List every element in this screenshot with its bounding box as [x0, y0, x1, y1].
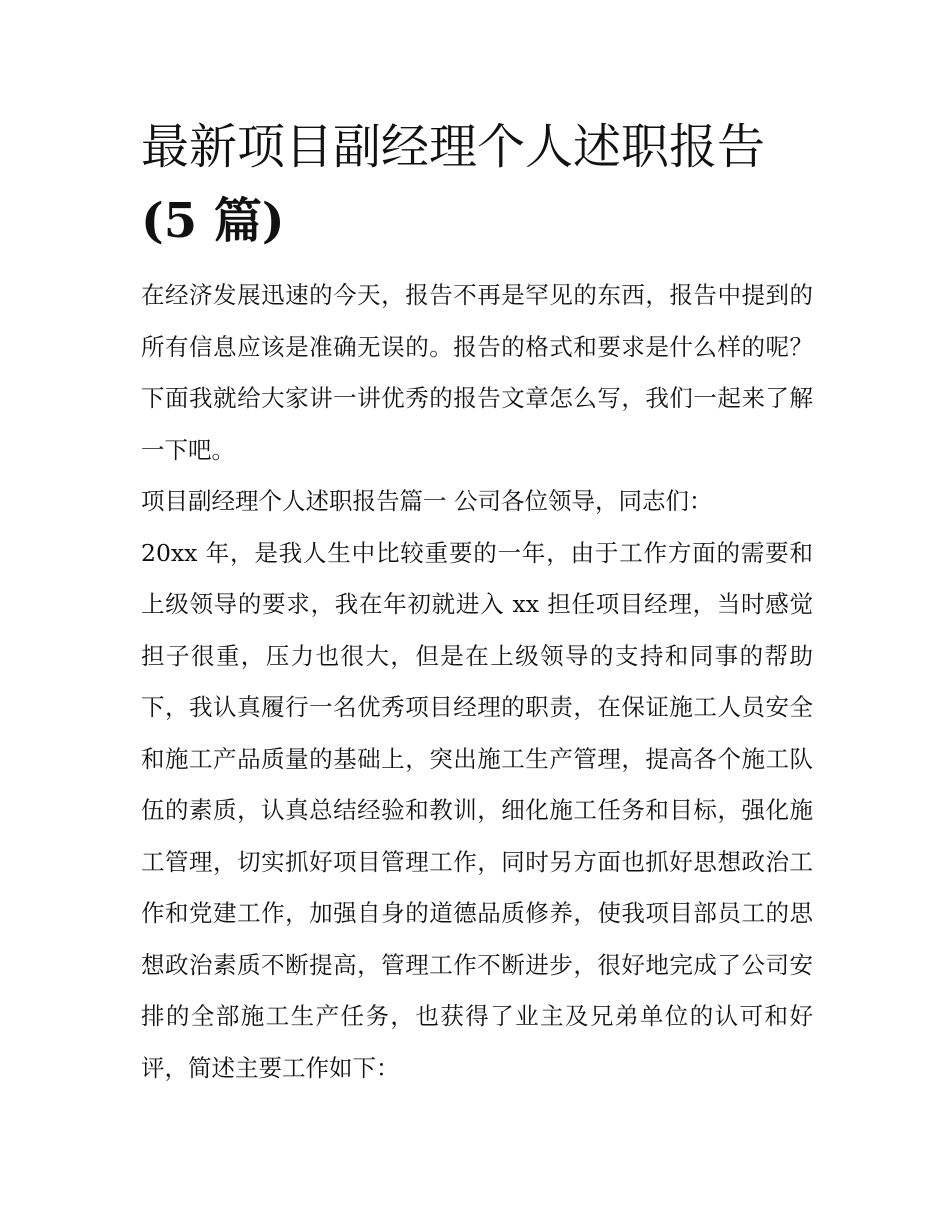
intro-paragraph: 在经济发展迅速的今天，报告不再是罕见的东西，报告中提到的所有信息应该是准确无误的。报告的格式和要求是什么样的呢？下面我就给大家讲一讲优秀的报告文章怎么写，我们一起来了解一下吧。 [141, 281, 813, 464]
document-content [141, 110, 813, 1094]
section-heading: 项目副经理个人述职报告篇一 公司各位领导，同志们： [141, 487, 713, 515]
document-title [141, 110, 813, 258]
body-paragraph: 20xx 年，是我人生中比较重要的一年，由于工作方面的需要和上级领导的要求，我在年初就进入 xx 担任项目经理，当时感觉担子很重，压力也很大，但是在上级领导的支持和同事的帮助下，我认真履行一名优秀项目经理的职责，在保证施工人员安全和施工产品质量的基础上，突出施工生产管理，提高各个施工队伍的素质，认真总结经验和教训，细化施工任务和目标，强化施工管理，切实抓好项目管理工作，同时另方面也抓好思想政治工作和党建工作，加强自身的道德品质修养，使我项目部员工的思想政治素质不断提高，管理工作不断进步，很好地完成了公司安排的全部施工生产任务，也获得了业主及兄弟单位的认可和好评，简述主要工作如下： [141, 538, 813, 1082]
title-line-1: 最新项目副经理个人述职报告 [141, 119, 766, 175]
title-line-2: (5 篇) [141, 193, 285, 249]
